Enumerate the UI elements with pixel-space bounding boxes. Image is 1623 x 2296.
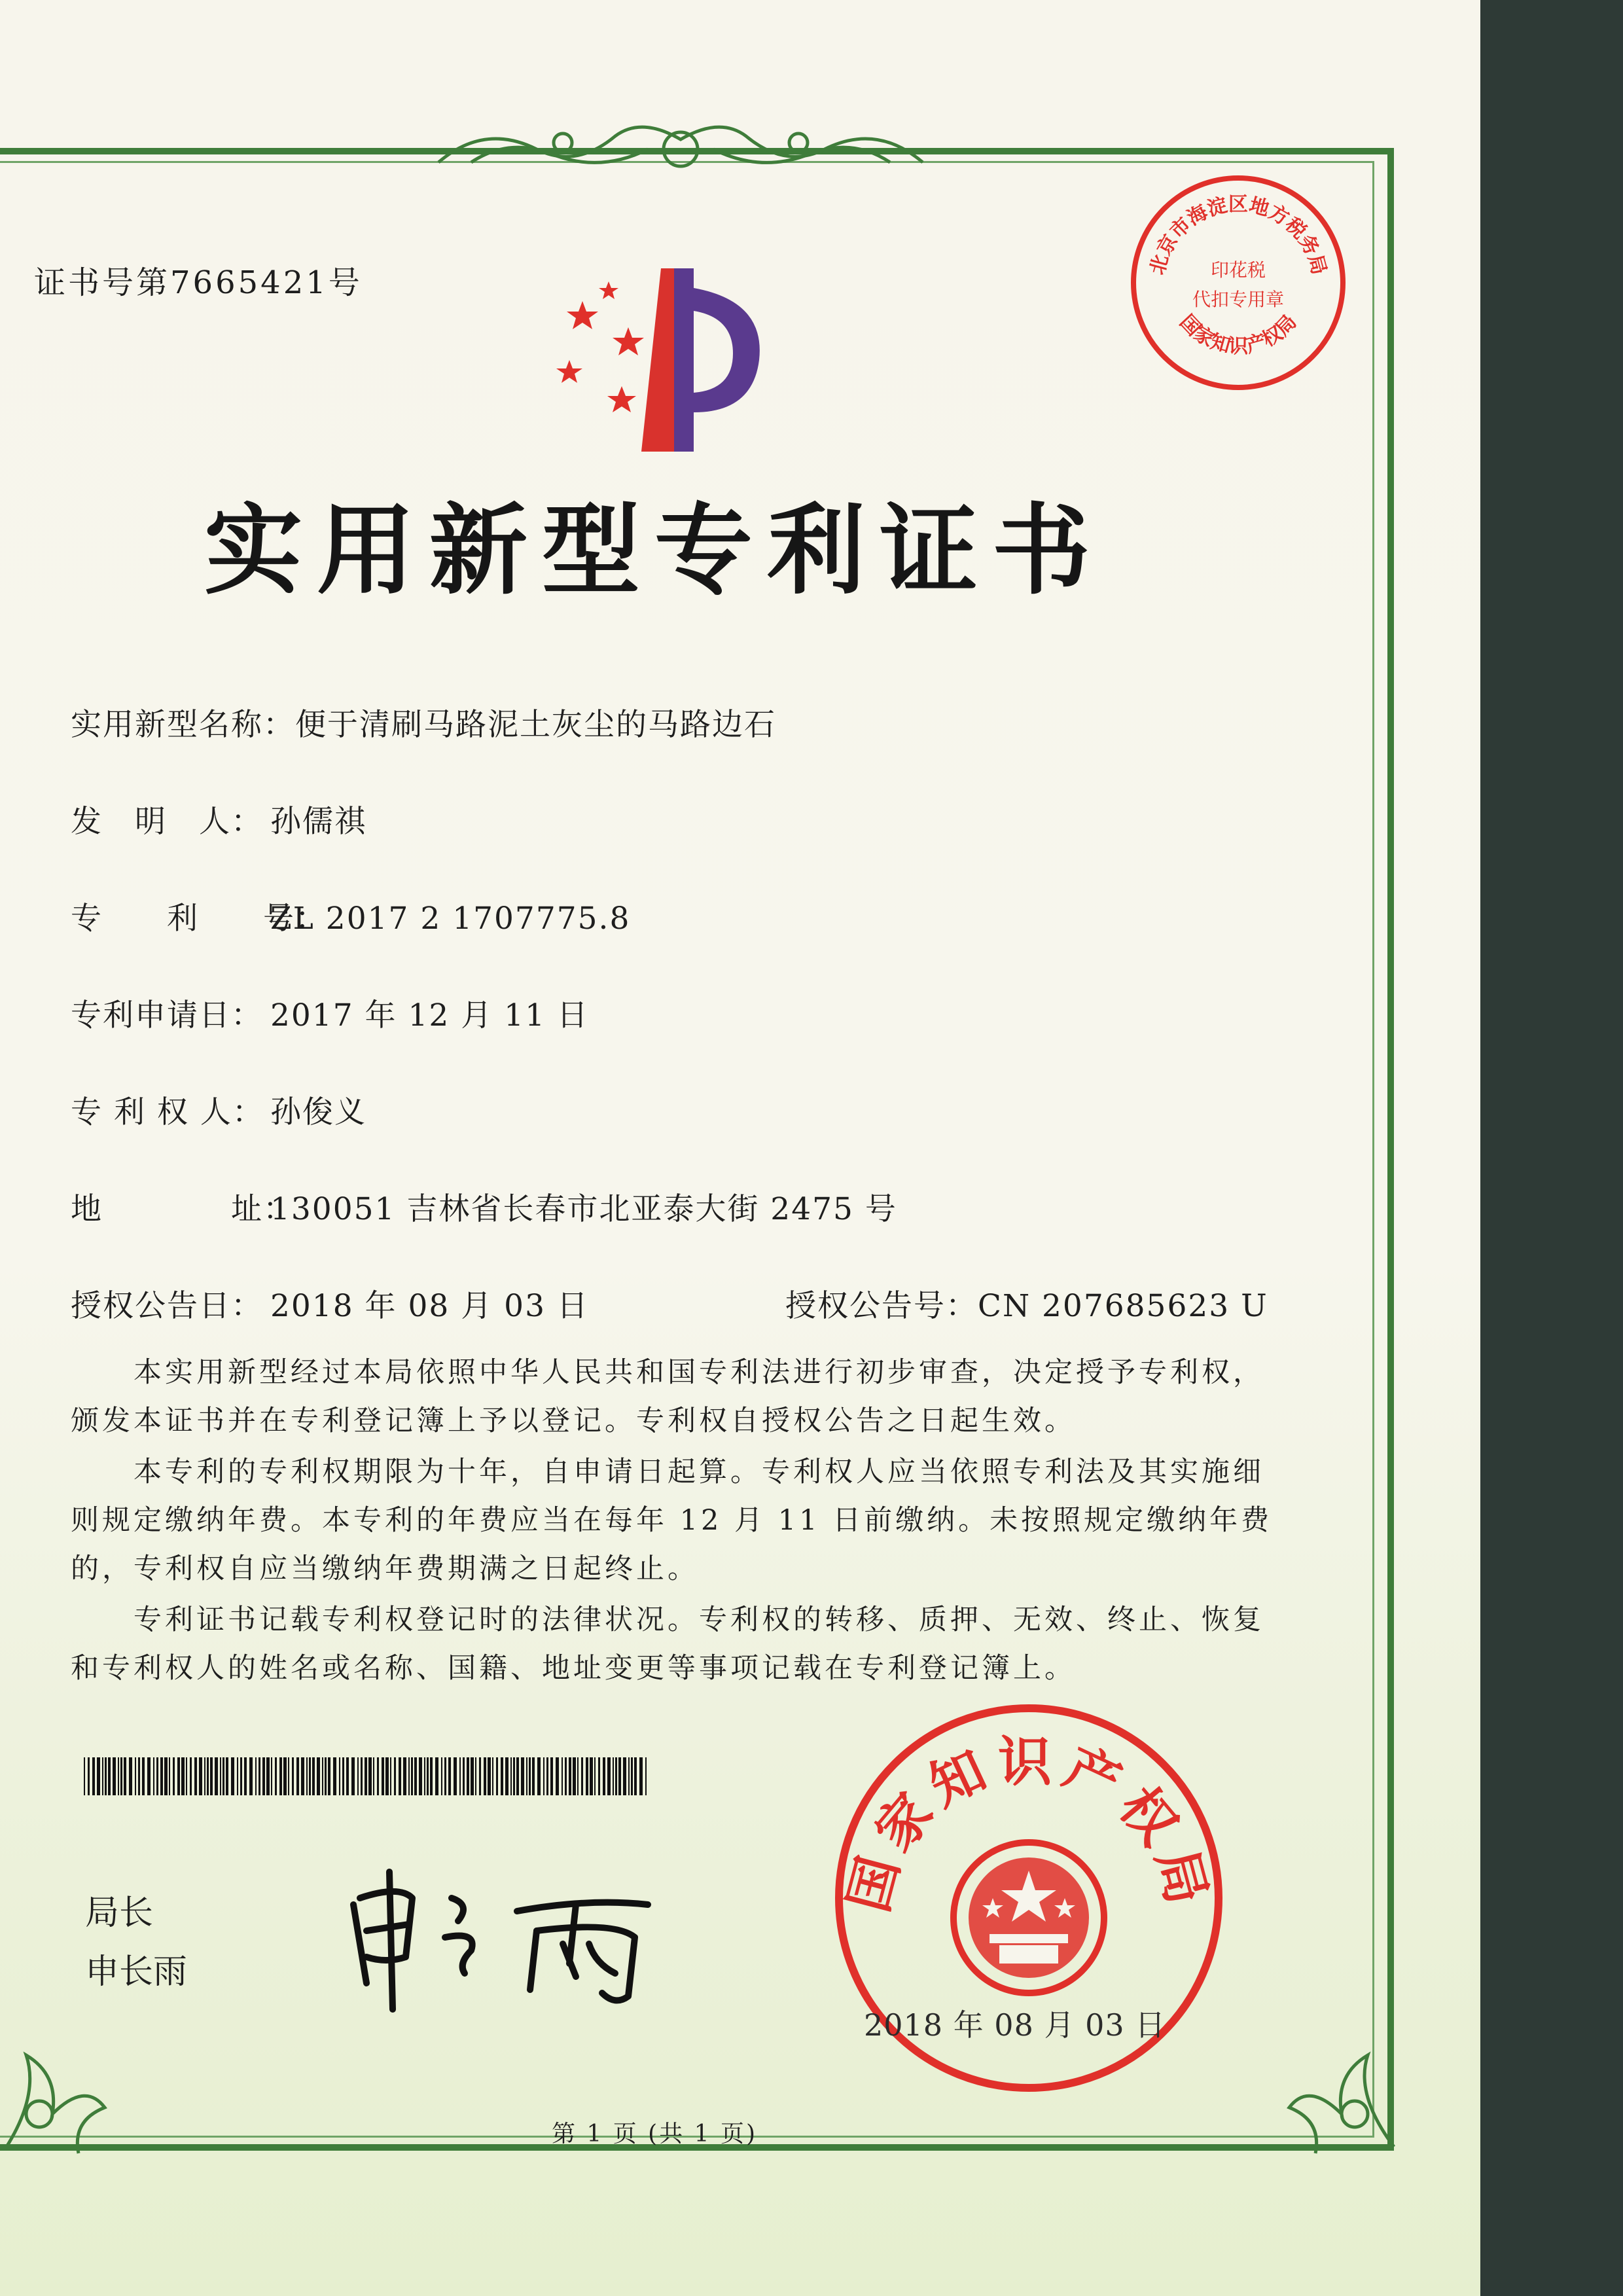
barcode-bar [516, 1757, 519, 1795]
barcode-bar [532, 1757, 535, 1795]
barcode-bar [102, 1757, 103, 1795]
barcode-bar [373, 1757, 374, 1795]
barcode-bar [259, 1757, 260, 1795]
barcode-bar [475, 1757, 476, 1795]
barcode-bar [459, 1757, 461, 1795]
field-grant-announcement-number [785, 1282, 1268, 1325]
stamp-tax-seal [1127, 171, 1349, 394]
field-application-date [71, 991, 589, 1035]
field-patent-number [71, 894, 630, 938]
barcode-bar [492, 1757, 493, 1795]
barcode-bar [317, 1757, 320, 1795]
barcode-bar [190, 1757, 192, 1795]
patent-office-logo [543, 262, 792, 458]
barcode-bar [312, 1757, 315, 1795]
tax-seal-line2: 代扣专用章 [1192, 289, 1285, 310]
field-label: 地 址： [71, 1191, 295, 1227]
barcode-bar [120, 1757, 122, 1795]
barcode-bar [562, 1757, 563, 1795]
barcode-bar [365, 1757, 367, 1795]
barcode-bar [199, 1757, 202, 1795]
barcode-bar [244, 1757, 247, 1795]
barcode-bar [623, 1757, 626, 1795]
director-signature [340, 1859, 694, 2016]
barcode-bar [325, 1757, 327, 1795]
barcode-bar [346, 1757, 349, 1795]
barcode-bar [521, 1757, 524, 1795]
barcode-bar [618, 1757, 621, 1795]
barcode-bar [309, 1757, 311, 1795]
barcode-bar [394, 1757, 396, 1795]
barcode-bar [556, 1757, 559, 1795]
field-label: 专利申请日： [71, 997, 263, 1033]
barcode-bar [441, 1757, 442, 1795]
barcode-bar [210, 1757, 213, 1795]
barcode-bar [454, 1757, 457, 1795]
barcode-bar [463, 1757, 465, 1795]
barcode-bar [496, 1757, 498, 1795]
barcode-bar [129, 1757, 132, 1795]
barcode-bar [501, 1757, 503, 1795]
barcode-bar [467, 1757, 469, 1795]
barcode-bar [186, 1757, 187, 1795]
barcode-bar [543, 1757, 544, 1795]
barcode-bar [385, 1757, 389, 1795]
barcode-bar [569, 1757, 571, 1795]
barcode-bar [577, 1757, 579, 1795]
barcode-bar [634, 1757, 637, 1795]
field-label: 专 利 权 人： [71, 1094, 264, 1130]
field-label: 专 利 号： [71, 901, 327, 937]
barcode-bar [169, 1757, 170, 1795]
barcode-bar [598, 1757, 600, 1795]
barcode-bar [266, 1757, 270, 1795]
barcode-bar [615, 1757, 617, 1795]
barcode-bar [271, 1757, 272, 1795]
field-value: 2017 年 12 月 11 日 [270, 997, 589, 1033]
barcode-bar [173, 1757, 175, 1795]
barcode-bar [399, 1757, 401, 1795]
barcode-bar [408, 1757, 410, 1795]
barcode-bar [550, 1757, 553, 1795]
field-grant-announcement-date [71, 1282, 589, 1325]
barcode-bar [546, 1757, 548, 1795]
paragraph: 本实用新型经过本局依照中华人民共和国专利法进行初步审查，决定授予专利权，颁发本证书并在专利登记簿上予以登记。专利权自授权公告之日起生效。 [71, 1356, 1264, 1437]
field-value: ZL 2017 2 1707775.8 [270, 901, 631, 937]
barcode-bar [590, 1757, 593, 1795]
barcode-bar [113, 1757, 116, 1795]
barcode-bar [357, 1757, 359, 1795]
field-label: 实用新型名称： [71, 707, 295, 743]
barcode-bar [342, 1757, 344, 1795]
barcode-bar [390, 1757, 391, 1795]
barcode-bar [306, 1757, 308, 1795]
barcode-bar [537, 1757, 541, 1795]
barcode-bar [160, 1757, 163, 1795]
director-name: 申长雨 [85, 1952, 188, 1992]
barcode-bar [565, 1757, 567, 1795]
barcode-bar [351, 1757, 355, 1795]
barcode-bar [279, 1757, 282, 1795]
barcode-bar [262, 1757, 265, 1795]
barcode-bar [333, 1757, 336, 1795]
barcode-bar [194, 1757, 197, 1795]
field-patentee [71, 1088, 366, 1132]
barcode-bar [368, 1757, 372, 1795]
barcode-bar [288, 1757, 289, 1795]
page-footer: 第 1 页 (共 1 页) [551, 2121, 758, 2147]
barcode-bar [471, 1757, 474, 1795]
field-value: 便于清刷马路泥土灰尘的马路边石 [295, 707, 776, 743]
barcode-bar [430, 1757, 433, 1795]
barcode-bar [581, 1757, 583, 1795]
field-value: 130051 吉林省长春市北亚泰大街 2475 号 [270, 1191, 897, 1227]
barcode-bar [124, 1757, 126, 1795]
page-title: 实用新型专利证书 [204, 493, 1105, 608]
barcode [84, 1757, 647, 1795]
barcode-bar [156, 1757, 158, 1795]
tax-seal-ring: 北京市海淀区地方税务局 [1146, 192, 1330, 278]
barcode-bar [377, 1757, 379, 1795]
field-utility-model-name [71, 700, 776, 744]
barcode-bar [645, 1757, 647, 1795]
barcode-bar [505, 1757, 508, 1795]
barcode-bar [226, 1757, 228, 1795]
barcode-bar [207, 1757, 209, 1795]
field-label: 授权公告日： [71, 1288, 263, 1324]
barcode-bar [240, 1757, 242, 1795]
barcode-bar [255, 1757, 257, 1795]
field-address [71, 1185, 897, 1229]
barcode-bar [275, 1757, 277, 1795]
paragraph: 专利证书记载专利权登记时的法律状况。专利权的转移、质押、无效、终止、恢复和专利权人的姓名或名称、国籍、地址变更等事项记载在专利登记簿上。 [71, 1604, 1264, 1685]
barcode-bar [322, 1757, 323, 1795]
national-emblem-icon [954, 1842, 1104, 1993]
field-value: 2018 年 08 月 03 日 [270, 1288, 589, 1324]
barcode-bar [526, 1757, 527, 1795]
top-ornament-icon [432, 110, 929, 182]
paragraph: 本专利的专利权期限为十年，自申请日起算。专利权人应当依照专利法及其实施细则规定缴纳年费。本专利的年费应当在每年 12 月 11 日前缴纳。未按照规定缴纳年费的，专利权自应当缴纳年费期满之日起终止。 [71, 1456, 1273, 1585]
barcode-bar [292, 1757, 294, 1795]
barcode-bar [484, 1757, 486, 1795]
barcode-bar [573, 1757, 576, 1795]
barcode-bar [108, 1757, 111, 1795]
barcode-bar [97, 1757, 100, 1795]
barcode-bar [249, 1757, 253, 1795]
barcode-bar [361, 1757, 363, 1795]
tax-seal-bottom: 国家知识产权局 [1175, 310, 1302, 358]
barcode-bar [92, 1757, 95, 1795]
barcode-bar [142, 1757, 145, 1795]
barcode-bar [164, 1757, 168, 1795]
barcode-bar [237, 1757, 238, 1795]
barcode-bar [231, 1757, 234, 1795]
svg-text:国家知识产权局 [1175, 310, 1302, 357]
barcode-bar [177, 1757, 180, 1795]
barcode-bar [414, 1757, 417, 1795]
barcode-bar [603, 1757, 605, 1795]
field-value: 孙俊义 [270, 1094, 366, 1130]
barcode-bar [296, 1757, 299, 1795]
barcode-bar [283, 1757, 287, 1795]
barcode-bar [444, 1757, 446, 1795]
barcode-bar [411, 1757, 413, 1795]
barcode-bar [479, 1757, 481, 1795]
field-value: CN 207685623 U [978, 1288, 1268, 1324]
barcode-bar [639, 1757, 643, 1795]
seal-date: 2018 年 08 月 03 日 [864, 2007, 1166, 2043]
barcode-bar [424, 1757, 425, 1795]
barcode-bar [628, 1757, 630, 1795]
barcode-bar [529, 1757, 531, 1795]
barcode-bar [631, 1757, 633, 1795]
barcode-bar [153, 1757, 154, 1795]
barcode-bar [403, 1757, 406, 1795]
barcode-bar [448, 1757, 451, 1795]
tax-seal-line1: 印花税 [1210, 259, 1266, 281]
barcode-bar [301, 1757, 304, 1795]
barcode-bar [419, 1757, 422, 1795]
field-value: 孙儒祺 [270, 804, 366, 840]
legal-text [71, 1348, 1288, 1695]
barcode-bar [220, 1757, 221, 1795]
certificate-number: 证书号第7665421号 [34, 264, 363, 301]
barcode-bar [328, 1757, 330, 1795]
field-label: 发 明 人： [71, 804, 263, 840]
barcode-bar [223, 1757, 224, 1795]
barcode-bar [594, 1757, 596, 1795]
barcode-bar [147, 1757, 151, 1795]
barcode-bar [181, 1757, 185, 1795]
barcode-bar [488, 1757, 491, 1795]
barcode-bar [84, 1757, 85, 1795]
barcode-bar [613, 1757, 614, 1795]
seal-ring-text: 国家知识产权局 [837, 1731, 1221, 1918]
barcode-bar [339, 1757, 340, 1795]
field-inventor [71, 797, 366, 841]
barcode-bar [513, 1757, 515, 1795]
barcode-bar [382, 1757, 384, 1795]
barcode-bar [586, 1757, 588, 1795]
barcode-bar [607, 1757, 611, 1795]
barcode-bar [510, 1757, 512, 1795]
barcode-bar [204, 1757, 205, 1795]
barcode-bar [135, 1757, 136, 1795]
barcode-bar [118, 1757, 119, 1795]
barcode-bar [88, 1757, 90, 1795]
barcode-bar [215, 1757, 218, 1795]
director-title: 局长 [85, 1893, 154, 1933]
barcode-bar [138, 1757, 140, 1795]
field-label: 授权公告号： [785, 1288, 978, 1324]
barcode-bar [427, 1757, 429, 1795]
barcode-bar [435, 1757, 438, 1795]
barcode-bar [105, 1757, 107, 1795]
